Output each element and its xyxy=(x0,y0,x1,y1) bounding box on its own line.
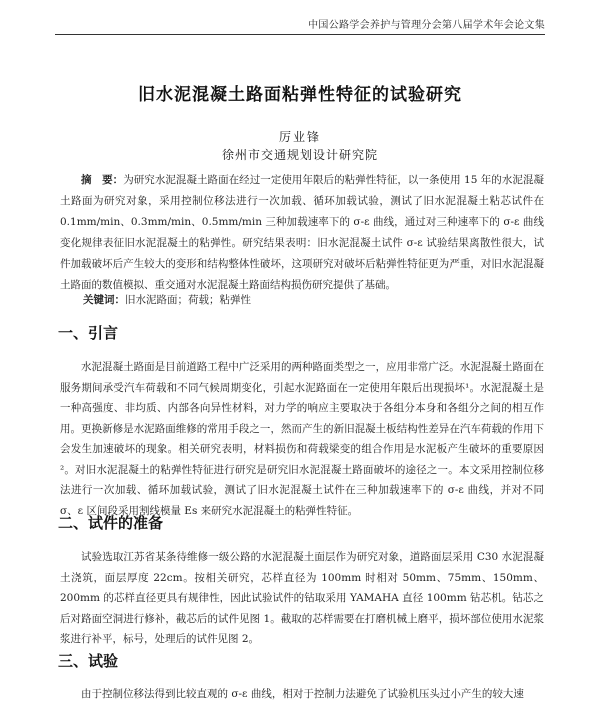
abstract-label: 摘 要： xyxy=(81,174,124,186)
running-header: 中国公路学会养护与管理分会第八届学术年会论文集 xyxy=(308,20,545,31)
section-3-paragraph: 由于控制位移法得到比较直观的 σ-ε 曲线，相对于控制力法避免了试验机压头过小产生的较大速 xyxy=(81,688,524,700)
abstract xyxy=(60,170,544,296)
section-3-title: 三、试验 xyxy=(58,652,119,670)
section-2-title: 二、试件的准备 xyxy=(58,514,164,532)
section-1-title: 一、引言 xyxy=(58,324,119,342)
author-affiliation: 徐州市交通规划设计研究院 xyxy=(221,148,378,162)
paper-title: 旧水泥混凝土路面粘弹性特征的试验研究 xyxy=(138,85,462,105)
author-name: 厉业锋 xyxy=(278,130,321,144)
keywords-text: 旧水泥路面；荷载；粘弹性 xyxy=(125,294,251,306)
header-rule xyxy=(55,34,545,35)
keywords-label: 关键词： xyxy=(83,294,125,306)
keywords xyxy=(83,292,251,307)
section-2-paragraph: 试验选取江苏省某条待维修一级公路的水泥混凝土面层作为研究对象，道路面层采用 C30 水泥混凝土浇筑，面层厚度 22cm。按相关研究，芯样直径为 100mm 时相对 50mm、75mm、150mm、200mm 的芯样直径更具有规律性，因此试验试件的钻取采用 YAMAHA 直径 100mm 钻芯机。钻芯之后对路面空洞进行修补，截芯后的试件见图 1。截取的芯样需要在打磨机械上磨平，损坏部位使用水泥浆浆进行补平，标号，处理后的试件见图 2。 xyxy=(60,551,544,645)
section-1-paragraph: 水泥混凝土路面是目前道路工程中广泛采用的两种路面类型之一，应用非常广泛。水泥混凝土路面在服务期间承受汽车荷载和不同气候周期变化，引起水泥路面在一定使用年限后出现损坏¹。水泥混凝土是一种高强度、非均质、内部各向异性材料，对力学的响应主要取决于各组分本身和各组分之间的相互作用。更换新修是水泥路面维修的常用手段之一，然而产生的新旧混凝土板结构性差异在汽车荷载的作用下会发生加速破坏的现象。相关研究表明，材料损伤和荷载梁变的组合作用是水泥板产生破坏的重要原因²。对旧水泥混凝土的粘弹性特征进行研究是研究旧水泥混凝土路面破坏的途径之一。本文采用控制位移法进行一次加载、循环加载试验，测试了旧水泥混凝土试件在三种加载速率下的 σ-ε 曲线，并对不同 σ、ε 区间段采用割线模量 Es 来研究水泥混凝土的粘弹性特征。 xyxy=(60,361,544,517)
abstract-text: 为研究水泥混凝土路面在经过一定使用年限后的粘弹性特征，以一条使用 15 年的水泥混凝土路面为研究对象，采用控制位移法进行一次加载、循环加载试验，测试了旧水泥混凝土粘芯试件在 0.1mm/min、0.3mm/min、0.5mm/min 三种加载速率下的 σ-ε 曲线，通过对三种速率下的 σ-ε 曲线变化规律表征旧水泥混凝土的粘弹性。研究结果表明：旧水泥混凝土试件 σ-ε 试验结果离散性很大，试件加载破坏后产生较大的变形和结构整体性破坏，这项研究对破坏后粘弹性特征更为严重，对旧水泥混凝土路面的数值模拟、重交通对水泥混凝土路面结构损伤研究提供了基础。 xyxy=(60,174,544,291)
